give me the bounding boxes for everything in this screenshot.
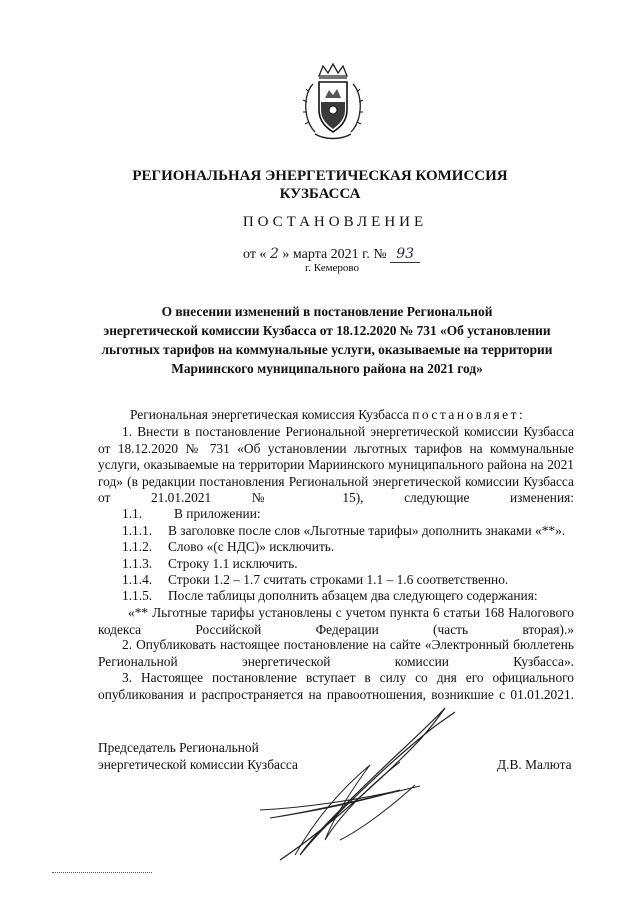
footer-divider [52, 872, 152, 873]
intro-text: Региональная энергетическая комиссия Кузбасса [130, 407, 409, 422]
subitem [122, 506, 261, 523]
organization-name-line2: КУЗБАССА [279, 186, 361, 202]
city: г. Кемерово [305, 262, 360, 274]
subitem-number: 1.1.2. [122, 539, 153, 554]
paragraph-item-2: 2. Опубликовать настоящее постановление на сайте «Электронный бюллетень Региональной энергетической комиссии Кузбасса». [98, 637, 574, 669]
subitem-text: Слово «(с НДС)» исключить. [168, 539, 335, 554]
subject-line: льготных тарифов на коммунальные услуги, оказываемые на территории [101, 342, 553, 357]
coat-of-arms-icon [299, 62, 367, 142]
subitem [122, 539, 334, 556]
date-prefix: от « [243, 247, 267, 262]
subject-line: Мариинского муниципального района на 2021 год» [171, 361, 483, 376]
subject-line: энергетической комиссии Кузбасса от 18.12.2020 № 731 «Об установлении [103, 323, 551, 338]
subitem-number: 1.1.4. [122, 572, 153, 587]
date-day: 2 [269, 246, 279, 262]
subitem-number: 1.1. [122, 506, 143, 521]
document-date-number [243, 246, 420, 263]
document-type: ПОСТАНОВЛЕНИЕ [242, 214, 428, 230]
subitem-text: В заголовке после слов «Льготные тарифы» дополнить знаками «**». [168, 523, 566, 538]
subitem-text: После таблицы дополнить абзацем два следующего содержания: [168, 588, 538, 603]
handwritten-signature-icon [240, 690, 480, 870]
position-line: энергетической комиссии Кузбасса [98, 756, 298, 772]
intro-resolves: постановляет: [412, 407, 526, 422]
quoted-paragraph: «** Льготные тарифы установлены с учетом пункта 6 статьи 168 Налогового кодекса Российской Федерации (часть вторая).» [98, 605, 574, 637]
subitem [122, 523, 565, 540]
organization-name-line1: РЕГИОНАЛЬНАЯ ЭНЕРГЕТИЧЕСКАЯ КОМИССИЯ [132, 168, 508, 184]
subitem-text: Строки 1.2 – 1.7 считать строками 1.1 – 1.6 соответственно. [168, 572, 509, 587]
intro-paragraph [130, 407, 590, 424]
subitem-text: Строку 1.1 исключить. [168, 556, 298, 571]
date-suffix: » марта 2021 г. № [282, 247, 387, 262]
subitem [122, 556, 298, 573]
subject-line: О внесении изменений в постановление Региональной [161, 304, 493, 319]
subitem [122, 588, 538, 605]
position-line: Председатель Региональной [98, 740, 259, 755]
subitem-number: 1.1.3. [122, 556, 153, 571]
subitem-number: 1.1.1. [122, 523, 153, 538]
paragraph-item-1: 1. Внести в постановление Региональной энергетической комиссии Кузбасса от 18.12.2020 № 731 «Об установлении льготных тарифов на коммунальные услуги, оказываемые на территории Мариинского муниципального района на 2021 год» (в редакции постановления Региональной энергетической комиссии Кузбасса от 21.01.2021 № 15), следующие изменения: [98, 424, 574, 505]
subitem-text: В приложении: [174, 506, 261, 521]
subitem-number: 1.1.5. [122, 588, 153, 603]
document-subject [96, 302, 558, 378]
subitem [122, 572, 508, 589]
signatory-name: Д.В. Малюта [497, 757, 572, 772]
paragraph-item-3: 3. Настоящее постановление вступает в силу со дня его официального опубликования и распространяется на правоотношения, возникшие с 01.01.2021. [98, 670, 574, 702]
signatory-position [98, 740, 298, 773]
document-number: 93 [390, 246, 420, 263]
